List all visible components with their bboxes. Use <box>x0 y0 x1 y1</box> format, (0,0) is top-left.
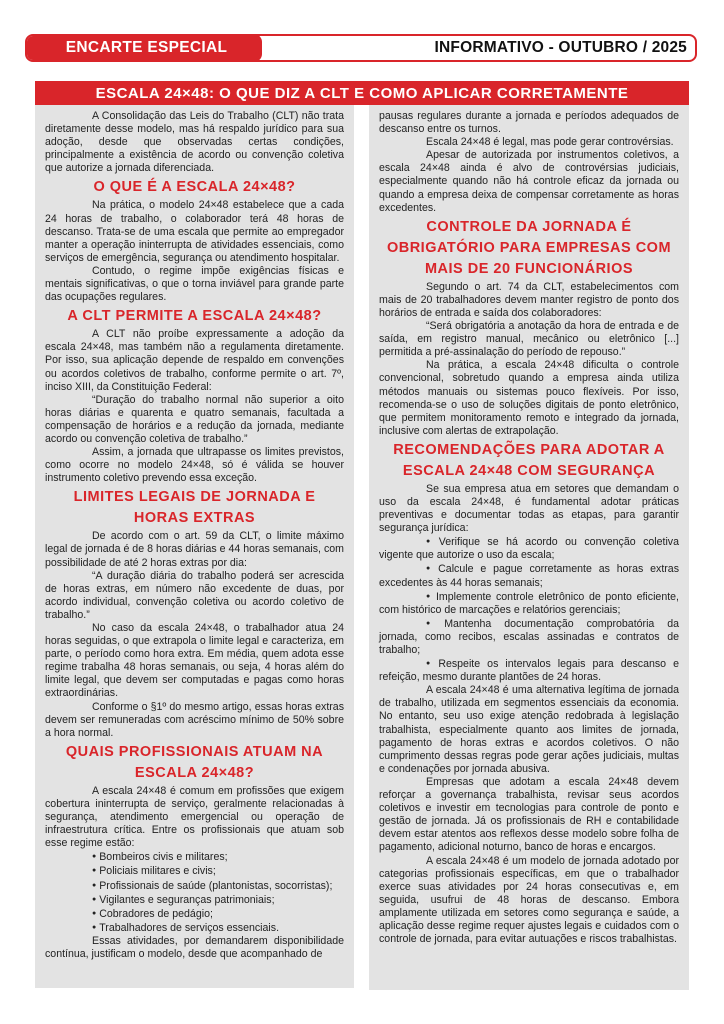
paragraph: Contudo, o regime impõe exigências físicas e mentais significativas, o que o torna inviável para grande parte das ocupações regulares. <box>45 264 344 304</box>
article-title: ESCALA 24×48: O QUE DIZ A CLT E COMO APLICAR CORRETAMENTE <box>35 81 689 105</box>
list-item: ● Profissionais de saúde (plantonistas, socorristas); <box>92 879 344 893</box>
header-bar <box>25 34 697 62</box>
list-item: ● Bombeiros civis e militares; <box>92 850 344 864</box>
paragraph: Apesar de autorizada por instrumentos coletivos, a escala 24×48 ainda é alvo de controvérsias judiciais, especialmente quando não há controle eficaz da jornada ou quando a empresa deixa de compensar corretamente as horas excedentes. <box>379 149 679 214</box>
paragraph: Se sua empresa atua em setores que demandam o uso da escala 24×48, é fundamental adotar práticas preventivas e documentar todas as etapas, para garantir segurança jurídica: <box>379 482 679 535</box>
paragraph: A escala 24×48 é um modelo de jornada adotado por categorias profissionais específicas, em que o trabalhador exerce suas atividades por 24 horas consecutivas e, em seguida, usufrui de 48 horas de descanso. Embora amplamente utilizada em setores como segurança e saúde, a aplicação desse regime requer ajustes legais e cuidados com o controle de jornada, para evitar autuações e riscos trabalhistas. <box>379 854 679 946</box>
issue-label: INFORMATIVO - OUTUBRO / 2025 <box>434 39 687 56</box>
list-item: ● Vigilantes e seguranças patrimoniais; <box>92 893 344 907</box>
paragraph: Empresas que adotam a escala 24×48 devem reforçar a governança trabalhista, revisar seus acordos coletivos e investir em tecnologias para controle de ponto e gestão de jornada. Já os profissionais de RH e contabilidade devem estar atentos aos reflexos desse modelo sobre folha de pagamento, adicional noturno, banco de horas e encargos. <box>379 775 679 854</box>
paragraph: Escala 24×48 é legal, mas pode gerar controvérsias. <box>426 136 674 149</box>
section-heading-clt-permits: A CLT PERMITE A ESCALA 24×48? <box>67 308 322 325</box>
list-item: ● Trabalhadores de serviços essenciais. <box>92 921 344 935</box>
paragraph: A CLT não proíbe expressamente a adoção da escala 24×48, mas também não a regulamenta diretamente. Por isso, sua aplicação depende de respaldo em convenções ou acordos coletivos de trabalho, conforme permite o art. 7º, inciso XIII, da Constituição Federal: <box>45 328 344 393</box>
paragraph-continued: pausas regulares durante a jornada e períodos adequados de descanso entre os turnos. <box>379 110 679 136</box>
right-column <box>369 105 689 990</box>
list-item: ● Cobradores de pedágio; <box>92 907 344 921</box>
paragraph: No caso da escala 24×48, o trabalhador atua 24 horas seguidas, o que extrapola o limite legal e caracteriza, em parte, o período como hora extra. Em média, quem adota esse regime trabalha 48 horas semanais, ou seja, 4 horas além do limite legal, que devem ser computadas e pagas como horas extraordinárias. <box>45 622 344 700</box>
section-heading-recommendations: RECOMENDAÇÕES PARA ADOTAR A ESCALA 24×48 COM SEGURANÇA <box>393 441 665 479</box>
section-heading-time-control: CONTROLE DA JORNADA É OBRIGATÓRIO PARA EMPRESAS COM MAIS DE 20 FUNCIONÁRIOS <box>386 218 672 277</box>
section-tag: ENCARTE ESPECIAL <box>25 34 262 62</box>
recommendations-list <box>379 535 679 684</box>
left-column <box>35 105 354 988</box>
list-item: ● Implemente controle eletrônico de ponto eficiente, com histórico de marcações e relatórios gerenciais; <box>379 590 679 617</box>
paragraph: Na prática, o modelo 24×48 estabelece que a cada 24 horas de trabalho, o colaborador terá 48 horas de descanso. Trata-se de uma escala que permite ao empregador manter a operação ininterrupta de atividades essenciais, como serviços de emergência, segurança ou atendimento hospitalar. <box>45 199 344 264</box>
section-heading-professionals: QUAIS PROFISSIONAIS ATUAM NA ESCALA 24×48? <box>65 743 324 781</box>
list-item: ● Respeite os intervalos legais para descanso e refeição, mesmo durante plantões de 24 horas. <box>379 657 679 684</box>
professionals-list <box>45 850 344 935</box>
paragraph: Segundo o art. 74 da CLT, estabelecimentos com mais de 20 trabalhadores devem manter registro de ponto dos horários de entrada e saída dos colaboradores: <box>379 280 679 319</box>
quote: “Duração do trabalho normal não superior a oito horas diárias e quarenta e quatro semanais, facultada a compensação de horários e a redução da jornada, mediante acordo ou convenção coletiva de trabalho.” <box>45 393 344 445</box>
paragraph: Essas atividades, por demandarem disponibilidade contínua, justificam o modelo, desde que acompanhado de <box>45 934 344 960</box>
quote: “A duração diária do trabalho poderá ser acrescida de horas extras, em número não excedente de duas, por acordo individual, convenção coletiva ou acordo coletivo de trabalho.” <box>45 569 344 621</box>
paragraph: Conforme o §1º do mesmo artigo, essas horas extras devem ser remuneradas com acréscimo mínimo de 50% sobre a hora normal. <box>45 700 344 739</box>
list-item: ● Verifique se há acordo ou convenção coletiva vigente que autorize o uso da escala; <box>379 535 679 562</box>
quote: “Será obrigatória a anotação da hora de entrada e de saída, em registro manual, mecânico ou eletrônico [...] permitida a pré-assinalação do período de repouso.” <box>379 320 679 359</box>
list-item: ● Mantenha documentação comprobatória da jornada, como recibos, escalas assinadas e contratos de trabalho; <box>379 617 679 657</box>
intro-paragraph: A Consolidação das Leis do Trabalho (CLT) não trata diretamente desse modelo, mas há respaldo jurídico para sua adoção, desde que observadas certas condições, principalmente a existência de acordo ou convenção coletiva que autorize a jornada diferenciada. <box>45 110 344 175</box>
paragraph: Assim, a jornada que ultrapasse os limites previstos, como ocorre no modelo 24×48, só é válida se houver instrumento coletivo prevendo essa exceção. <box>45 446 344 485</box>
paragraph: A escala 24×48 é uma alternativa legítima de jornada de trabalho, utilizada em segmentos essenciais da economia. No entanto, seu uso exige atenção redobrada à legislação trabalhista, especialmente quanto aos limites de jornada, pagamento de horas extras e acordos coletivos. O não cumprimento dessas regras pode gerar ações judiciais, multas e condenações por jornada abusiva. <box>379 684 679 775</box>
paragraph: De acordo com o art. 59 da CLT, o limite máximo legal de jornada é de 8 horas diárias e 44 horas semanais, com possibilidade de até 2 horas extras por dia: <box>45 530 344 569</box>
list-item: ● Policiais militares e civis; <box>92 864 344 878</box>
list-item: ● Calcule e pague corretamente as horas extras excedentes às 44 horas semanais; <box>379 562 679 589</box>
section-heading-what-is: O QUE É A ESCALA 24×48? <box>93 179 296 196</box>
paragraph: Na prática, a escala 24×48 dificulta o controle convencional, sobretudo quando a empresa ainda utiliza métodos manuais ou sistemas pouco flexíveis. Por isso, recomenda-se o uso de soluções digitais de ponto eletrônico, que permitem monitoramento remoto e integrado da jornada, inclusive com alertas de extrapolação. <box>379 359 679 437</box>
paragraph: A escala 24×48 é comum em profissões que exigem cobertura ininterrupta de serviço, geralmente relacionadas à segurança, atendimento emergencial ou operação de infraestrutura crítica. Entre os profissionais que atuam sob esse regime estão: <box>45 784 344 850</box>
section-heading-legal-limits: LIMITES LEGAIS DE JORNADA E HORAS EXTRAS <box>73 489 316 527</box>
